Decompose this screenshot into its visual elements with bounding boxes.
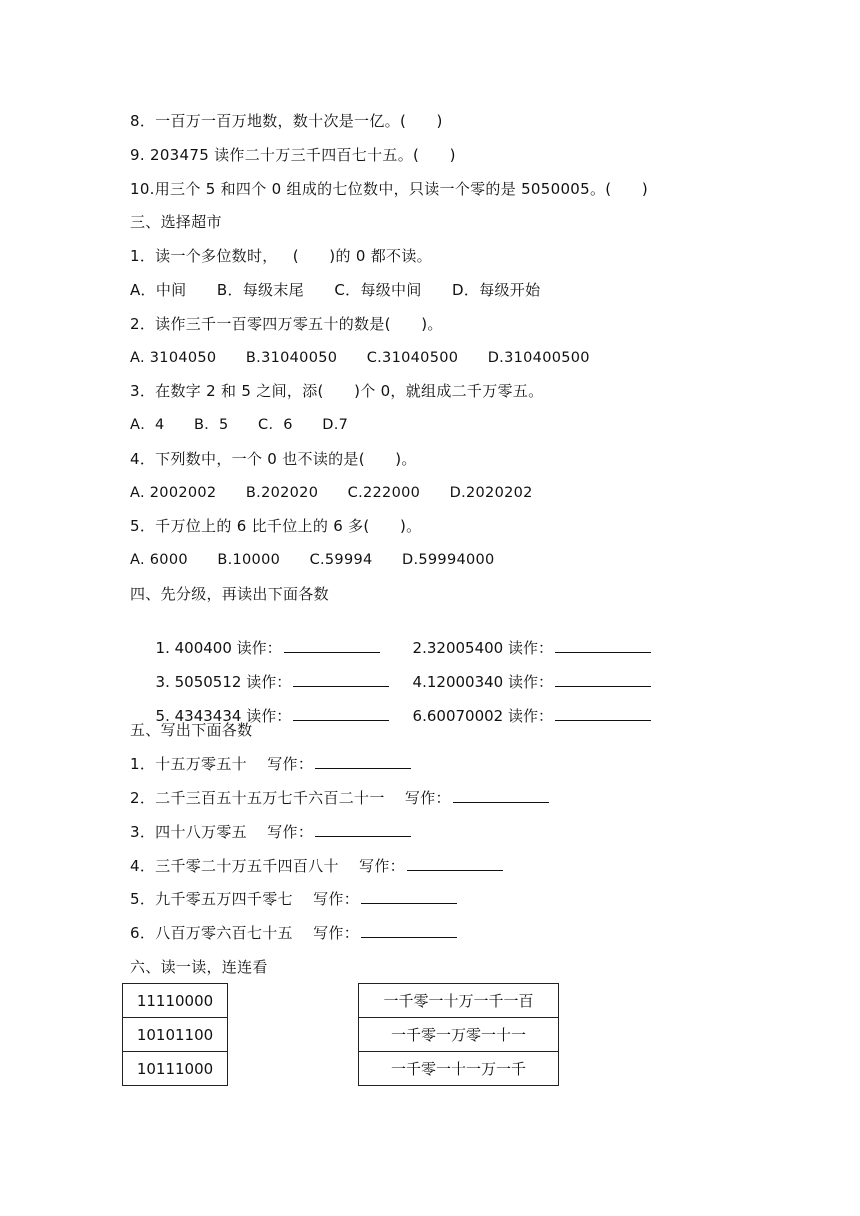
answer-blank[interactable]: [293, 672, 389, 687]
choice-q2: 2．读作三千一百零四万零五十的数是( )。: [130, 315, 443, 333]
table-row: [123, 1052, 228, 1086]
write-item-4: [130, 856, 503, 876]
answer-blank[interactable]: [555, 672, 651, 687]
left-number-table: [122, 983, 228, 1086]
right-words-table: [358, 983, 559, 1086]
write-item-label: 1．十五万零五十 写作：: [130, 755, 314, 773]
section4-title: 四、先分级，再读出下面各数: [130, 585, 329, 603]
right-words-cell[interactable]: 一千零一十万一千一百: [359, 984, 559, 1018]
read-item-label: 4.12000340 读作：: [412, 673, 553, 691]
read-item-label: 6.60070002 读作：: [412, 707, 553, 725]
write-item-1: [130, 754, 411, 774]
right-words-cell[interactable]: 一千零一万零一十一: [359, 1018, 559, 1052]
judgment-10: 10.用三个 5 和四个 0 组成的七位数中，只读一个零的是 5050005。( ): [130, 180, 649, 198]
section5-title: 五、写出下面各数: [130, 721, 253, 739]
table-row: [359, 1052, 559, 1086]
choice-q5: 5．千万位上的 6 比千位上的 6 多( )。: [130, 517, 422, 535]
write-item-label: 6．八百万零六百七十五 写作：: [130, 924, 360, 942]
read-item-6: [403, 686, 651, 726]
choice-q4: 4．下列数中，一个 0 也不读的是( )。: [130, 450, 417, 468]
write-item-label: 5．九千零五万四千零七 写作：: [130, 890, 360, 908]
section3-title: 三、选择超市: [130, 213, 222, 231]
table-row: [123, 1018, 228, 1052]
choice-q3-options: A．4 B．5 C．6 D.7: [130, 417, 349, 433]
write-item-5: [130, 889, 457, 909]
answer-blank[interactable]: [315, 822, 411, 837]
section6-title: 六、读一读，连连看: [130, 958, 268, 976]
read-item-label: 5. 4343434 读作：: [155, 707, 292, 725]
left-number-cell[interactable]: 11110000: [123, 984, 228, 1018]
judgment-9: 9. 203475 读作二十万三千四百七十五。( ): [130, 146, 456, 164]
choice-q2-options: A. 3104050 B.31040050 C.31040500 D.310400500: [130, 350, 590, 366]
answer-blank[interactable]: [361, 889, 457, 904]
choice-q3: 3．在数字 2 和 5 之间，添( )个 0，就组成二千万零五。: [130, 382, 544, 400]
read-item-label: 3. 5050512 读作：: [155, 673, 292, 691]
left-number-cell[interactable]: 10111000: [123, 1052, 228, 1086]
read-item-label: 2.32005400 读作：: [412, 639, 553, 657]
write-item-3: [130, 822, 411, 842]
answer-blank[interactable]: [555, 706, 651, 721]
choice-q1: 1．读一个多位数时， ( )的 0 都不读。: [130, 247, 432, 265]
write-item-label: 4．三千零二十万五千四百八十 写作：: [130, 857, 405, 875]
answer-blank[interactable]: [293, 706, 389, 721]
answer-blank[interactable]: [407, 856, 503, 871]
answer-blank[interactable]: [284, 638, 380, 653]
choice-q5-options: A. 6000 B.10000 C.59994 D.59994000: [130, 552, 495, 568]
answer-blank[interactable]: [555, 638, 651, 653]
table-row: [123, 984, 228, 1018]
read-item-label: 1. 400400 读作：: [155, 639, 282, 657]
table-row: [359, 984, 559, 1018]
table-row: [359, 1018, 559, 1052]
write-item-6: [130, 923, 457, 943]
choice-q4-options: A. 2002002 B.202020 C.222000 D.2020202: [130, 485, 533, 501]
write-item-label: 2．二千三百五十五万七千六百二十一 写作：: [130, 789, 451, 807]
answer-blank[interactable]: [315, 754, 411, 769]
answer-blank[interactable]: [361, 923, 457, 938]
write-item-label: 3．四十八万零五 写作：: [130, 823, 314, 841]
left-number-cell[interactable]: 10101100: [123, 1018, 228, 1052]
choice-q1-options: A．中间 B．每级末尾 C．每级中间 D．每级开始: [130, 281, 541, 299]
answer-blank[interactable]: [453, 788, 549, 803]
judgment-8: 8．一百万一百万地数，数十次是一亿。( ): [130, 112, 443, 130]
right-words-cell[interactable]: 一千零一十一万一千: [359, 1052, 559, 1086]
write-item-2: [130, 788, 549, 808]
